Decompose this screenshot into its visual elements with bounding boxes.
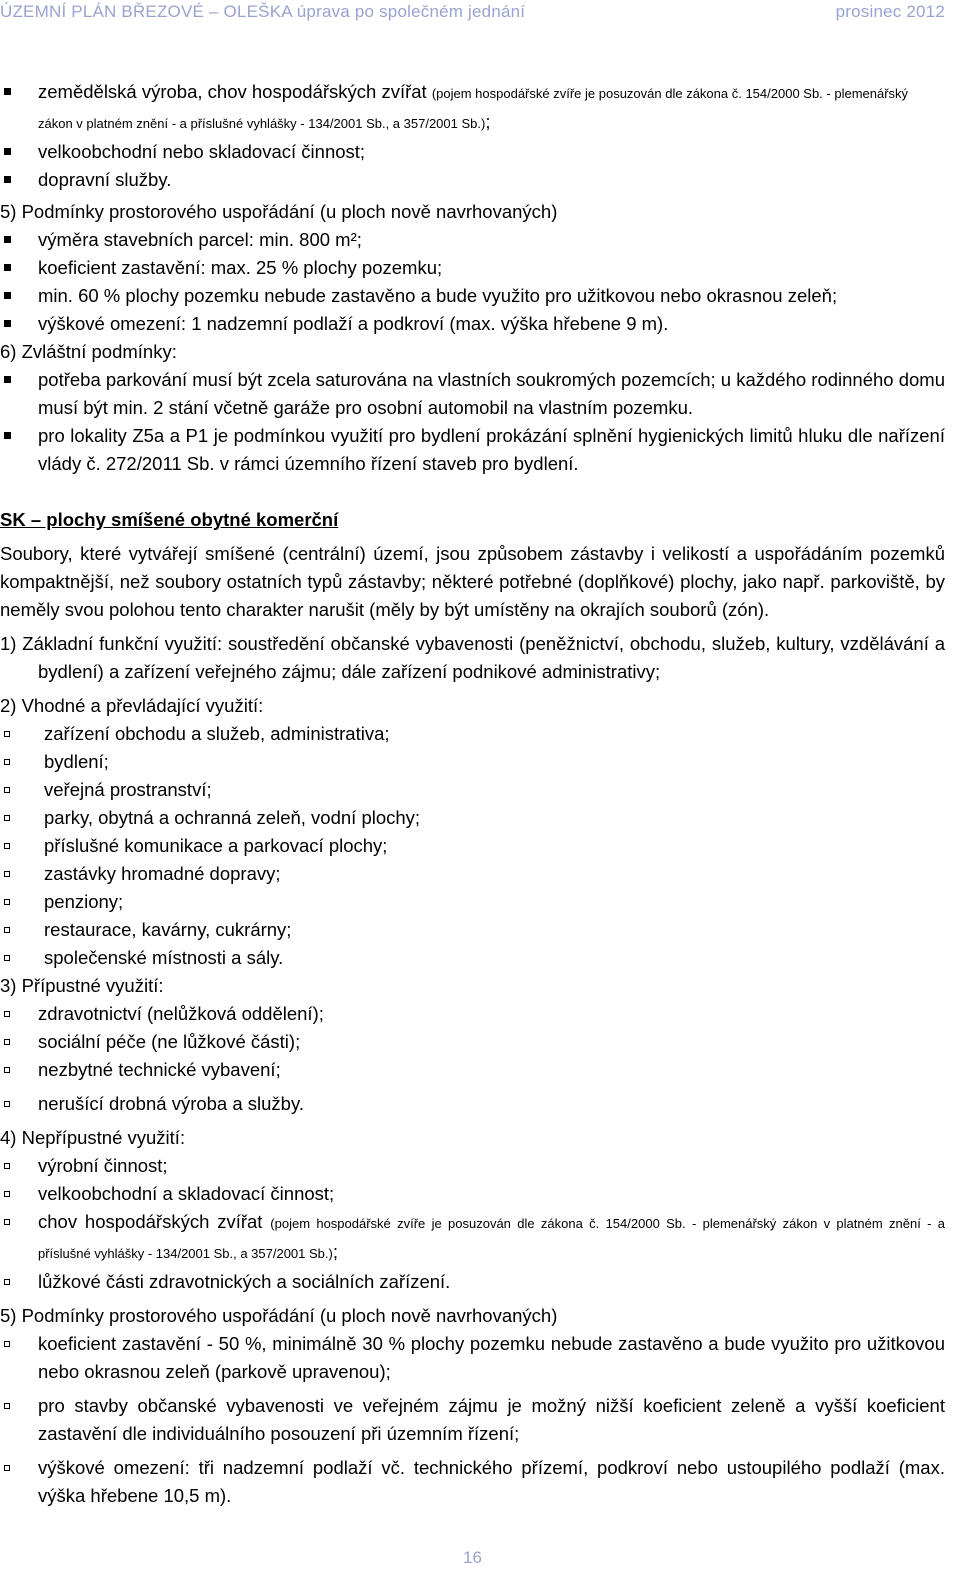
list-item: společenské místnosti a sály.: [0, 944, 945, 972]
list-item: zařízení obchodu a služeb, administrativa;: [0, 720, 945, 748]
list-item: parky, obytná a ochranná zeleň, vodní plochy;: [0, 804, 945, 832]
document-body: [0, 78, 945, 1510]
list-item: bydlení;: [0, 748, 945, 776]
section-title: 2) Vhodné a převládající využití:: [0, 695, 264, 716]
section-title: 3) Přípustné využití:: [0, 975, 164, 996]
list-item: min. 60 % plochy pozemku nebude zastavěno a bude využito pro užitkovou nebo okrasnou zeleň;: [0, 282, 945, 310]
section-heading: SK – plochy smíšené obytné komerční: [0, 509, 339, 530]
list-item: chov hospodářských zvířat (pojem hospodářské zvíře je posuzován dle zákona č. 154/2000 Sb. - plemenářský zákon v platném znění - a příslušné vyhlášky - 134/2001 Sb., a 357/2001 Sb.);: [0, 1208, 945, 1268]
list-item: dopravní služby.: [0, 166, 945, 194]
list-item: velkoobchodní a skladovací činnost;: [0, 1180, 945, 1208]
list-item: výměra stavebních parcel: min. 800 m²;: [0, 226, 945, 254]
list-item: příslušné komunikace a parkovací plochy;: [0, 832, 945, 860]
paragraph: 1) Základní funkční využití: soustředění občanské vybavenosti (peněžnictví, obchodu, služeb, kultury, vzdělávání a bydlení) a zařízení veřejného zájmu; dále zařízení podnikové administrativy;: [0, 633, 945, 682]
section-title: 5) Podmínky prostorového uspořádání (u ploch nově navrhovaných): [0, 201, 558, 222]
list-item: nezbytné technické vybavení;: [0, 1056, 945, 1084]
list-item: zemědělská výroba, chov hospodářských zvířat (pojem hospodářské zvíře je posuzován dle zákona č. 154/2000 Sb. - plemenářský zákon v platném znění - a příslušné vyhlášky - 134/2001 Sb., a 357/2001 Sb.);: [0, 78, 945, 138]
list-item: pro stavby občanské vybavenosti ve veřejném zájmu je možný nižší koeficient zeleně a vyšší koeficient zastavění dle individuálního posouzení při územním řízení;: [0, 1392, 945, 1448]
page-header: [0, 2, 945, 24]
header-date: prosinec 2012: [835, 2, 945, 21]
list-item: penziony;: [0, 888, 945, 916]
list-item: potřeba parkování musí být zcela saturována na vlastních soukromých pozemcích; u každého rodinného domu musí být min. 2 stání včetně garáže pro osobní automobil na vlastním pozemku.: [0, 366, 945, 422]
list-item: restaurace, kavárny, cukrárny;: [0, 916, 945, 944]
list-item: veřejná prostranství;: [0, 776, 945, 804]
page-number: 16: [463, 1548, 482, 1567]
list-item: výškové omezení: tři nadzemní podlaží vč. technického přízemí, podkroví nebo ustoupilého podlaží (max. výška hřebene 10,5 m).: [0, 1454, 945, 1510]
section-title: 6) Zvláštní podmínky:: [0, 341, 177, 362]
section-title: 5) Podmínky prostorového uspořádání (u ploch nově navrhovaných): [0, 1305, 558, 1326]
list-item: zastávky hromadné dopravy;: [0, 860, 945, 888]
list-item: koeficient zastavění - 50 %, minimálně 30 % plochy pozemku nebude zastavěno a bude využito pro užitkovou nebo okrasnou zeleň (parkově upravenou);: [0, 1330, 945, 1386]
list-item: výškové omezení: 1 nadzemní podlaží a podkroví (max. výška hřebene 9 m).: [0, 310, 945, 338]
list-item: sociální péče (ne lůžkové části);: [0, 1028, 945, 1056]
list-item: zdravotnictví (nelůžková oddělení);: [0, 1000, 945, 1028]
paragraph: Soubory, které vytvářejí smíšené (centrální) území, jsou způsobem zástavby i velikostí a uspořádáním pozemků kompaktnější, než soubory ostatních typů zástavby; některé potřebné (doplňkové) plochy, jako např. parkoviště, by neměly svou polohou tento charakter narušit (měly by být umístěny na okrajích souborů (zón).: [0, 543, 945, 620]
list-item: lůžkové části zdravotnických a sociálních zařízení.: [0, 1268, 945, 1296]
list-item: koeficient zastavění: max. 25 % plochy pozemku;: [0, 254, 945, 282]
list-item: pro lokality Z5a a P1 je podmínkou využití pro bydlení prokázání splnění hygienických limitů hluku dle nařízení vlády č. 272/2011 Sb. v rámci územního řízení staveb pro bydlení.: [0, 422, 945, 478]
list-item: výrobní činnost;: [0, 1152, 945, 1180]
section-title: 4) Nepřípustné využití:: [0, 1127, 186, 1148]
header-title: ÚZEMNÍ PLÁN BŘEZOVÉ – OLEŠKA úprava po společném jednání: [0, 2, 526, 21]
list-item: nerušící drobná výroba a služby.: [0, 1090, 945, 1118]
list-item: velkoobchodní nebo skladovací činnost;: [0, 138, 945, 166]
